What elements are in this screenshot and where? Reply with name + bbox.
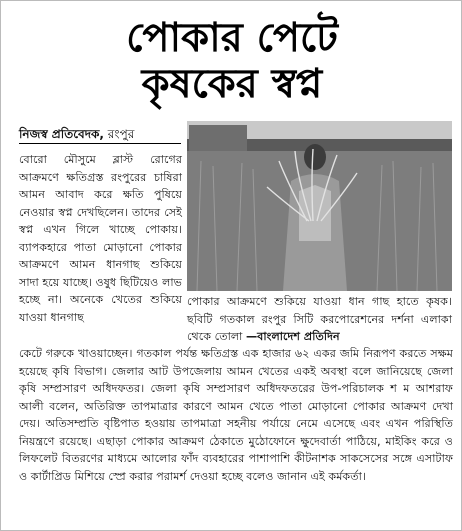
photo-caption-text: পোকার আক্রমণে শুকিয়ে যাওয়া ধান গাছ হাতে কৃষক। ছবিটি গতকাল রংপুর সিটি করপোরেশনের দর্শনা এলাকা থেকে তোলা bbox=[187, 295, 452, 343]
photo-credit: —বাংলাদেশ প্রতিদিন bbox=[245, 330, 340, 343]
photo-building bbox=[189, 125, 247, 151]
headline-line-1: পোকার পেটে bbox=[126, 15, 338, 61]
byline-place: রংপুর bbox=[107, 127, 135, 141]
article-body-text: কেটে গরুকে খাওয়াচ্ছেন। গতকাল পর্যন্ত ক্ষতিগ্রস্ত এক হাজার ৬২ একর জমি নিরূপণ করতে সক্ষম হয়েছে কৃষি বিভাগ। জেলার আট উপজেলায় আমন খেতের একই অবস্থা বলে জানিয়েছে জেলা কৃষি সম্প্রসারণ অধিদফতর। জেলা কৃষি সম্প্রসারণ অধিদফতরের উপ-পরিচালক শ ম আশরাফ আলী বলেন, অতিরিক্ত তাপমাত্রার কারণে আমন খেতে পাতা মোড়ানো পোকার আক্রমণ দেখা দেয়। অতিসম্প্রতি বৃষ্টিপাত হওয়ায় তাপমাত্রা সহনীয় পর্যায়ে নেমে এসেছে এবং এখন পরিস্থিতি নিয়ন্ত্রণে রয়েছে। এছাড়া পোকার আক্রমণ ঠেকাতে মুঠোফোনে ক্ষুদেবার্তা পাঠিয়ে, মাইকিং করে ও লিফলেট বিতরণের মাধ্যমে আলোর ফাঁদ ব্যবহারের পাশাপাশি কীটনাশক সাকসেসের সঙ্গে এসাটাফ ও কার্টাপ্রিড মিশিয়ে স্প্রে করার পরামর্শ দেওয়া হচ্ছে বলেও জানান এই কর্মকর্তা। bbox=[19, 347, 454, 483]
headline-line-2: কৃষকের স্বপ্ন bbox=[141, 61, 323, 107]
byline-reporter: নিজস্ব প্রতিবেদক, bbox=[19, 127, 104, 141]
article-body-continued bbox=[19, 345, 453, 485]
byline-divider bbox=[19, 143, 181, 144]
photo-caption bbox=[187, 293, 452, 346]
article-photo bbox=[187, 121, 452, 291]
farmer-in-rice-field-image bbox=[187, 121, 452, 291]
article-column-text: বোরো মৌসুমে ব্লাস্ট রোগের আক্রমণে ক্ষতিগ্রস্ত রংপুরের চাষিরা আমন আবাদ করে ক্ষতি পুষিয়ে নেওয়ার স্বপ্ন দেখছিলেন। তাদের সেই স্বপ্ন এখন গিলে খাচ্ছে পোকায়। ব্যাপকহারে পাতা মোড়ানো পোকার আক্রমণে আমন ধানগাছ শুকিয়ে সাদা হয়ে যাচ্ছে। ওষুধ ছিটিয়েও লাভ হচ্ছে না। অনেকে খেতের শুকিয়ে যাওয়া ধানগাছ bbox=[19, 153, 182, 324]
article-column bbox=[19, 151, 182, 326]
